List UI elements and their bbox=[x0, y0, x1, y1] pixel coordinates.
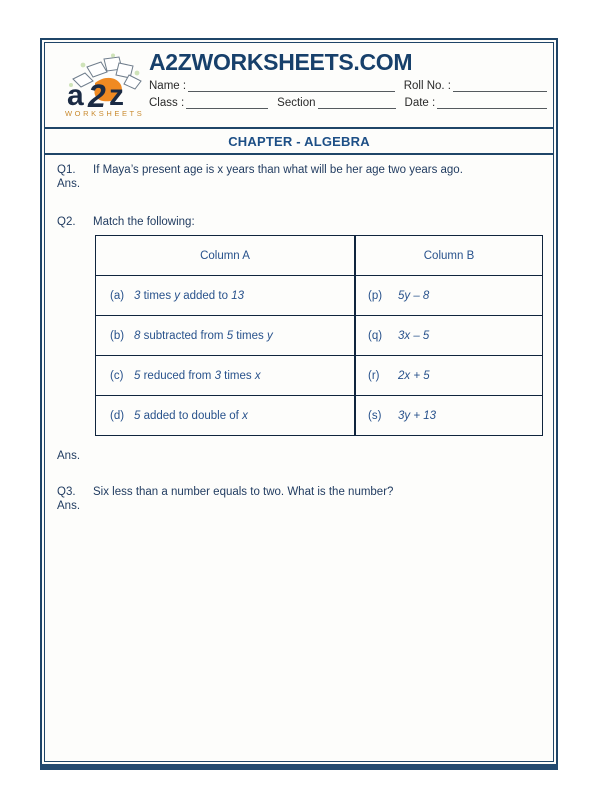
column-b-cell[interactable] bbox=[355, 356, 543, 396]
column-a-cell[interactable] bbox=[96, 316, 356, 356]
question-2-label: Q2. bbox=[57, 216, 76, 228]
option-expression: 2x + 5 bbox=[398, 369, 430, 382]
option-expression: 3y + 13 bbox=[398, 409, 437, 422]
spacer bbox=[57, 462, 539, 486]
option-tag: (d) bbox=[110, 409, 125, 422]
question-3-label: Q3. bbox=[57, 486, 76, 498]
table-row bbox=[96, 396, 543, 436]
question-1 bbox=[57, 164, 539, 176]
match-the-following-table bbox=[95, 235, 543, 436]
roll-no-input[interactable] bbox=[453, 80, 547, 92]
option-text: 5 added to double of x bbox=[134, 409, 248, 422]
worksheet-page bbox=[40, 38, 558, 766]
class-input[interactable] bbox=[186, 97, 268, 109]
column-b-cell[interactable] bbox=[355, 396, 543, 436]
option-expression: 3x – 5 bbox=[398, 329, 430, 342]
date-label: Date : bbox=[404, 97, 436, 109]
spacer bbox=[57, 190, 539, 216]
option-text: 8 subtracted from 5 times y bbox=[134, 329, 273, 342]
table-row bbox=[96, 316, 543, 356]
column-b-cell[interactable] bbox=[355, 316, 543, 356]
table-row bbox=[96, 276, 543, 316]
option-tag: (r) bbox=[368, 369, 380, 382]
answer-3-block bbox=[57, 500, 539, 512]
column-b-cell[interactable] bbox=[355, 276, 543, 316]
table-header-row bbox=[96, 236, 543, 276]
svg-text:2: 2 bbox=[88, 78, 106, 114]
worksheet-body bbox=[45, 155, 553, 512]
logo-subtext: WORKSHEETS bbox=[65, 109, 145, 118]
question-1-label: Q1. bbox=[57, 164, 76, 176]
roll-no-label: Roll No. : bbox=[403, 80, 451, 92]
option-expression: 5y – 8 bbox=[398, 289, 430, 302]
answer-2-block bbox=[57, 450, 539, 462]
worksheet-header bbox=[45, 43, 553, 129]
brand-block bbox=[149, 49, 547, 109]
column-a-cell[interactable] bbox=[96, 396, 356, 436]
option-text: 5 reduced from 3 times x bbox=[134, 369, 261, 382]
option-text: 3 times y added to 13 bbox=[134, 289, 244, 302]
answer-2-label: Ans. bbox=[57, 450, 81, 462]
option-tag: (a) bbox=[110, 289, 125, 302]
answer-1-block bbox=[57, 178, 539, 190]
a2z-worksheets-logo bbox=[59, 53, 151, 119]
page-bottom-bar bbox=[40, 764, 558, 770]
question-3-text: Six less than a number equals to two. What is the number? bbox=[93, 486, 394, 498]
name-input[interactable] bbox=[188, 80, 395, 92]
svg-text:z: z bbox=[109, 79, 124, 112]
table-row bbox=[96, 356, 543, 396]
class-label: Class : bbox=[149, 97, 185, 109]
question-1-text: If Maya’s present age is x years than what will be her age two years ago. bbox=[93, 164, 463, 176]
svg-text:a: a bbox=[67, 79, 84, 112]
site-title: A2ZWORKSHEETS.COM bbox=[149, 49, 413, 75]
column-a-header: Column A bbox=[96, 236, 356, 276]
section-input[interactable] bbox=[318, 97, 396, 109]
option-tag: (s) bbox=[368, 409, 382, 422]
option-tag: (c) bbox=[110, 369, 124, 382]
date-input[interactable] bbox=[437, 97, 547, 109]
answer-1-label: Ans. bbox=[57, 178, 81, 190]
column-a-cell[interactable] bbox=[96, 356, 356, 396]
class-section-date-row bbox=[149, 97, 547, 109]
question-3 bbox=[57, 486, 539, 498]
question-2-text: Match the following: bbox=[93, 216, 195, 228]
worksheet-page-inner bbox=[44, 42, 554, 762]
logo-graphic bbox=[59, 53, 151, 119]
name-label: Name : bbox=[149, 80, 187, 92]
question-2 bbox=[57, 216, 539, 228]
column-a-cell[interactable] bbox=[96, 276, 356, 316]
option-tag: (b) bbox=[110, 329, 125, 342]
answer-3-label: Ans. bbox=[57, 500, 81, 512]
section-label: Section bbox=[277, 97, 316, 109]
option-tag: (q) bbox=[368, 329, 383, 342]
option-tag: (p) bbox=[368, 289, 383, 302]
spacer bbox=[57, 436, 539, 450]
name-roll-row bbox=[149, 80, 547, 92]
chapter-title: CHAPTER - ALGEBRA bbox=[45, 129, 553, 155]
column-b-header: Column B bbox=[355, 236, 543, 276]
